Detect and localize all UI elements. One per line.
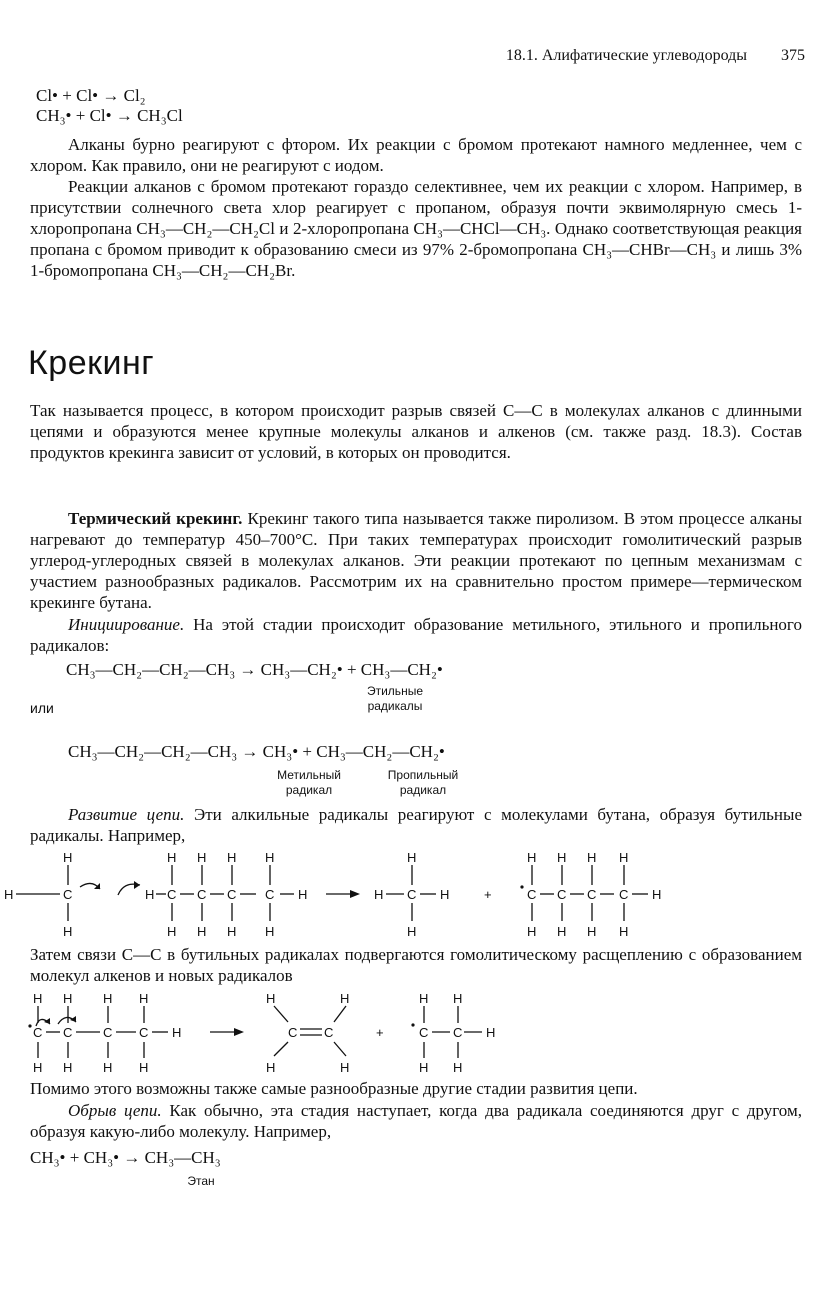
atom-h: H [266,1060,276,1075]
atom-c: C [324,1025,334,1040]
label-line: радикал [285,783,333,797]
atom-h: H [298,887,308,902]
paragraph-initiation [30,614,802,656]
arrowhead-icon [94,883,100,889]
atom-c: C [197,887,207,902]
label-line: Этильные [366,684,423,698]
text-thermal-cracking: Крекинг такого типа называется также пиролизом. В этом процессе алканы нагревают до температур 450–700°C. При таких температурах происходит гомолитический разрыв углерод-углеродных связей в молекулах алканов. Эти реакции протекают по цепным механизмам с участием разнообразных радикалов. Рассмотрим их на сравнительно простом примере—термическом крекинге бутана. [30,509,803,612]
atom-h: H [139,1060,149,1075]
atom-c: C [619,887,629,902]
label-line: радикалы [367,699,423,713]
atom-c: C [265,887,275,902]
section-heading: Крекинг [28,344,155,382]
atom-h: H [63,991,73,1006]
arrowhead-icon [134,881,140,889]
label-line: Пропильный [387,768,459,782]
label-ethane: Этан [187,1174,215,1188]
atom-h: H [407,850,417,865]
atom-c: C [167,887,177,902]
atom-c: C [407,887,417,902]
atom-c: C [557,887,567,902]
reaction-arrow-icon [350,890,360,898]
atom-h: H [139,991,149,1006]
atom-h: H [227,850,237,865]
atom-h: H [103,991,113,1006]
label-propyl-radical [378,768,468,798]
atom-h: H [103,1060,113,1075]
plus-sign: + [376,1025,384,1040]
paragraph-cc-cleavage: Затем связи C—C в бутильных радикалах подвергаются гомолитическому расщеплению с образованием молекул алкенов и новых радикалов [30,945,802,985]
atom-h: H [167,850,177,865]
atom-h: H [619,924,629,939]
page-number: 375 [781,47,805,64]
atom-h: H [265,850,275,865]
term-termination: Обрыв цепи. [68,1101,162,1120]
atom-h: H [340,991,350,1006]
atom-c: C [587,887,597,902]
atom-h: H [63,1060,73,1075]
text-termination: Как обычно, эта стадия наступает, когда два радикала соединяются друг с другом, образуя какую-либо молекулу. Например, [30,1101,802,1141]
term-initiation: Инициирование. [68,615,185,634]
atom-c: C [227,887,237,902]
atom-c: C [139,1025,149,1040]
plus-sign: + [484,887,492,902]
atom-h: H [587,924,597,939]
propagation-structure-diagram [0,845,835,940]
atom-h: H [527,850,537,865]
paragraph-propagation [30,804,802,846]
arrowhead-icon [70,1016,76,1022]
label-line: Метильный [277,768,341,782]
atom-h: H [619,850,629,865]
label-ethyl-radicals [360,684,430,714]
atom-h: H [527,924,537,939]
radical-dot-icon [411,1023,414,1026]
atom-h: H [172,1025,182,1040]
atom-h: H [374,887,384,902]
equation-ch3cl: CH₃• + Cl• → CH₃Cl [36,106,183,125]
atom-h: H [63,850,73,865]
atom-h: H [440,887,450,902]
atom-h: H [227,924,237,939]
atom-h: H [557,850,567,865]
paragraph-thermal-cracking [30,508,802,613]
atom-c: C [419,1025,429,1040]
arrowhead-icon [44,1018,50,1024]
atom-h: H [33,991,43,1006]
term-thermal-cracking: Термический крекинг. [68,509,243,528]
atom-h: H [407,924,417,939]
atom-c: C [63,1025,73,1040]
atom-h: H [197,924,207,939]
atom-h: H [145,887,155,902]
atom-c: C [63,887,73,902]
termination-equation: CH₃• + CH₃• → CH₃—CH₃ [30,1148,221,1167]
atom-c: C [453,1025,463,1040]
term-propagation: Развитие цепи. [68,805,185,824]
atom-h: H [197,850,207,865]
atom-h: H [652,887,662,902]
atom-h: H [33,1060,43,1075]
text-initiation: На этой стадии происходит образование метильного, этильного и пропильного радикалов: [30,615,802,655]
cleavage-structure-diagram [0,988,835,1078]
paragraph-termination [30,1100,802,1142]
atom-h: H [265,924,275,939]
section-title: 18.1. Алифатические углеводороды [505,47,747,64]
atom-c: C [288,1025,298,1040]
reaction-arrow-icon [234,1028,244,1036]
paragraph-other-steps: Помимо этого возможны также самые разнообразные другие стадии развития цепи. [30,1079,638,1098]
radical-dot-icon [28,1024,31,1027]
atom-h: H [453,1060,463,1075]
initiation-equation-2: CH₃—CH₂—CH₂—CH₃ → CH₃• + CH₃—CH₂—CH₂• [68,742,445,761]
atom-c: C [527,887,537,902]
atom-c: C [103,1025,113,1040]
radical-dot-icon [520,885,523,888]
initiation-equation-1: CH₃—CH₂—CH₂—CH₃ → CH₃—CH₂• + CH₃—CH₂• [66,660,443,679]
equation-cl2: Cl• + Cl• → Cl₂ [36,86,146,105]
atom-h: H [486,1025,496,1040]
atom-c: C [33,1025,43,1040]
atom-h: H [167,924,177,939]
paragraph-halogens: Алканы бурно реагируют с фтором. Их реакции с бромом протекают намного медленнее, чем с хлором. Как правило, они не реагируют с иодом. [30,135,802,175]
running-header [506,47,805,65]
atom-h: H [266,991,276,1006]
atom-h: H [4,887,14,902]
paragraph-bromination: Реакции алканов с бромом протекают гораздо селективнее, чем их реакции с хлором. Например, в присутствии солнечного света хлор реагирует с пропаном, образуя почти эквимолярную смесь 1-хлоропропана CH₃—CH₂—CH₂Cl и 2-хлоропропана CH₃—CHCl—CH₃. Однако соответствующая реакция пропана с бромом приводит к образованию смеси из 97% 2-бромопропана CH₃—CHBr—CH₃ и лишь 3% 1-бромопропана CH₃—CH₂—CH₂Br. [30,177,802,280]
atom-h: H [340,1060,350,1075]
or-word: или [30,700,54,716]
atom-h: H [419,991,429,1006]
paragraph-cracking-definition: Так называется процесс, в котором происходит разрыв связей C—C в молекулах алканов с длинными цепями и образуются менее крупные молекулы алканов и алкенов (см. также разд. 18.3). Состав продуктов крекинга зависит от условий, в которых он проводится. [30,401,802,462]
atom-h: H [419,1060,429,1075]
atom-h: H [63,924,73,939]
label-methyl-radical [268,768,350,798]
label-line: радикал [399,783,447,797]
text-propagation: Эти алкильные радикалы реагируют с молекулами бутана, образуя бутильные радикалы. Например, [30,805,802,845]
atom-h: H [453,991,463,1006]
atom-h: H [557,924,567,939]
atom-h: H [587,850,597,865]
